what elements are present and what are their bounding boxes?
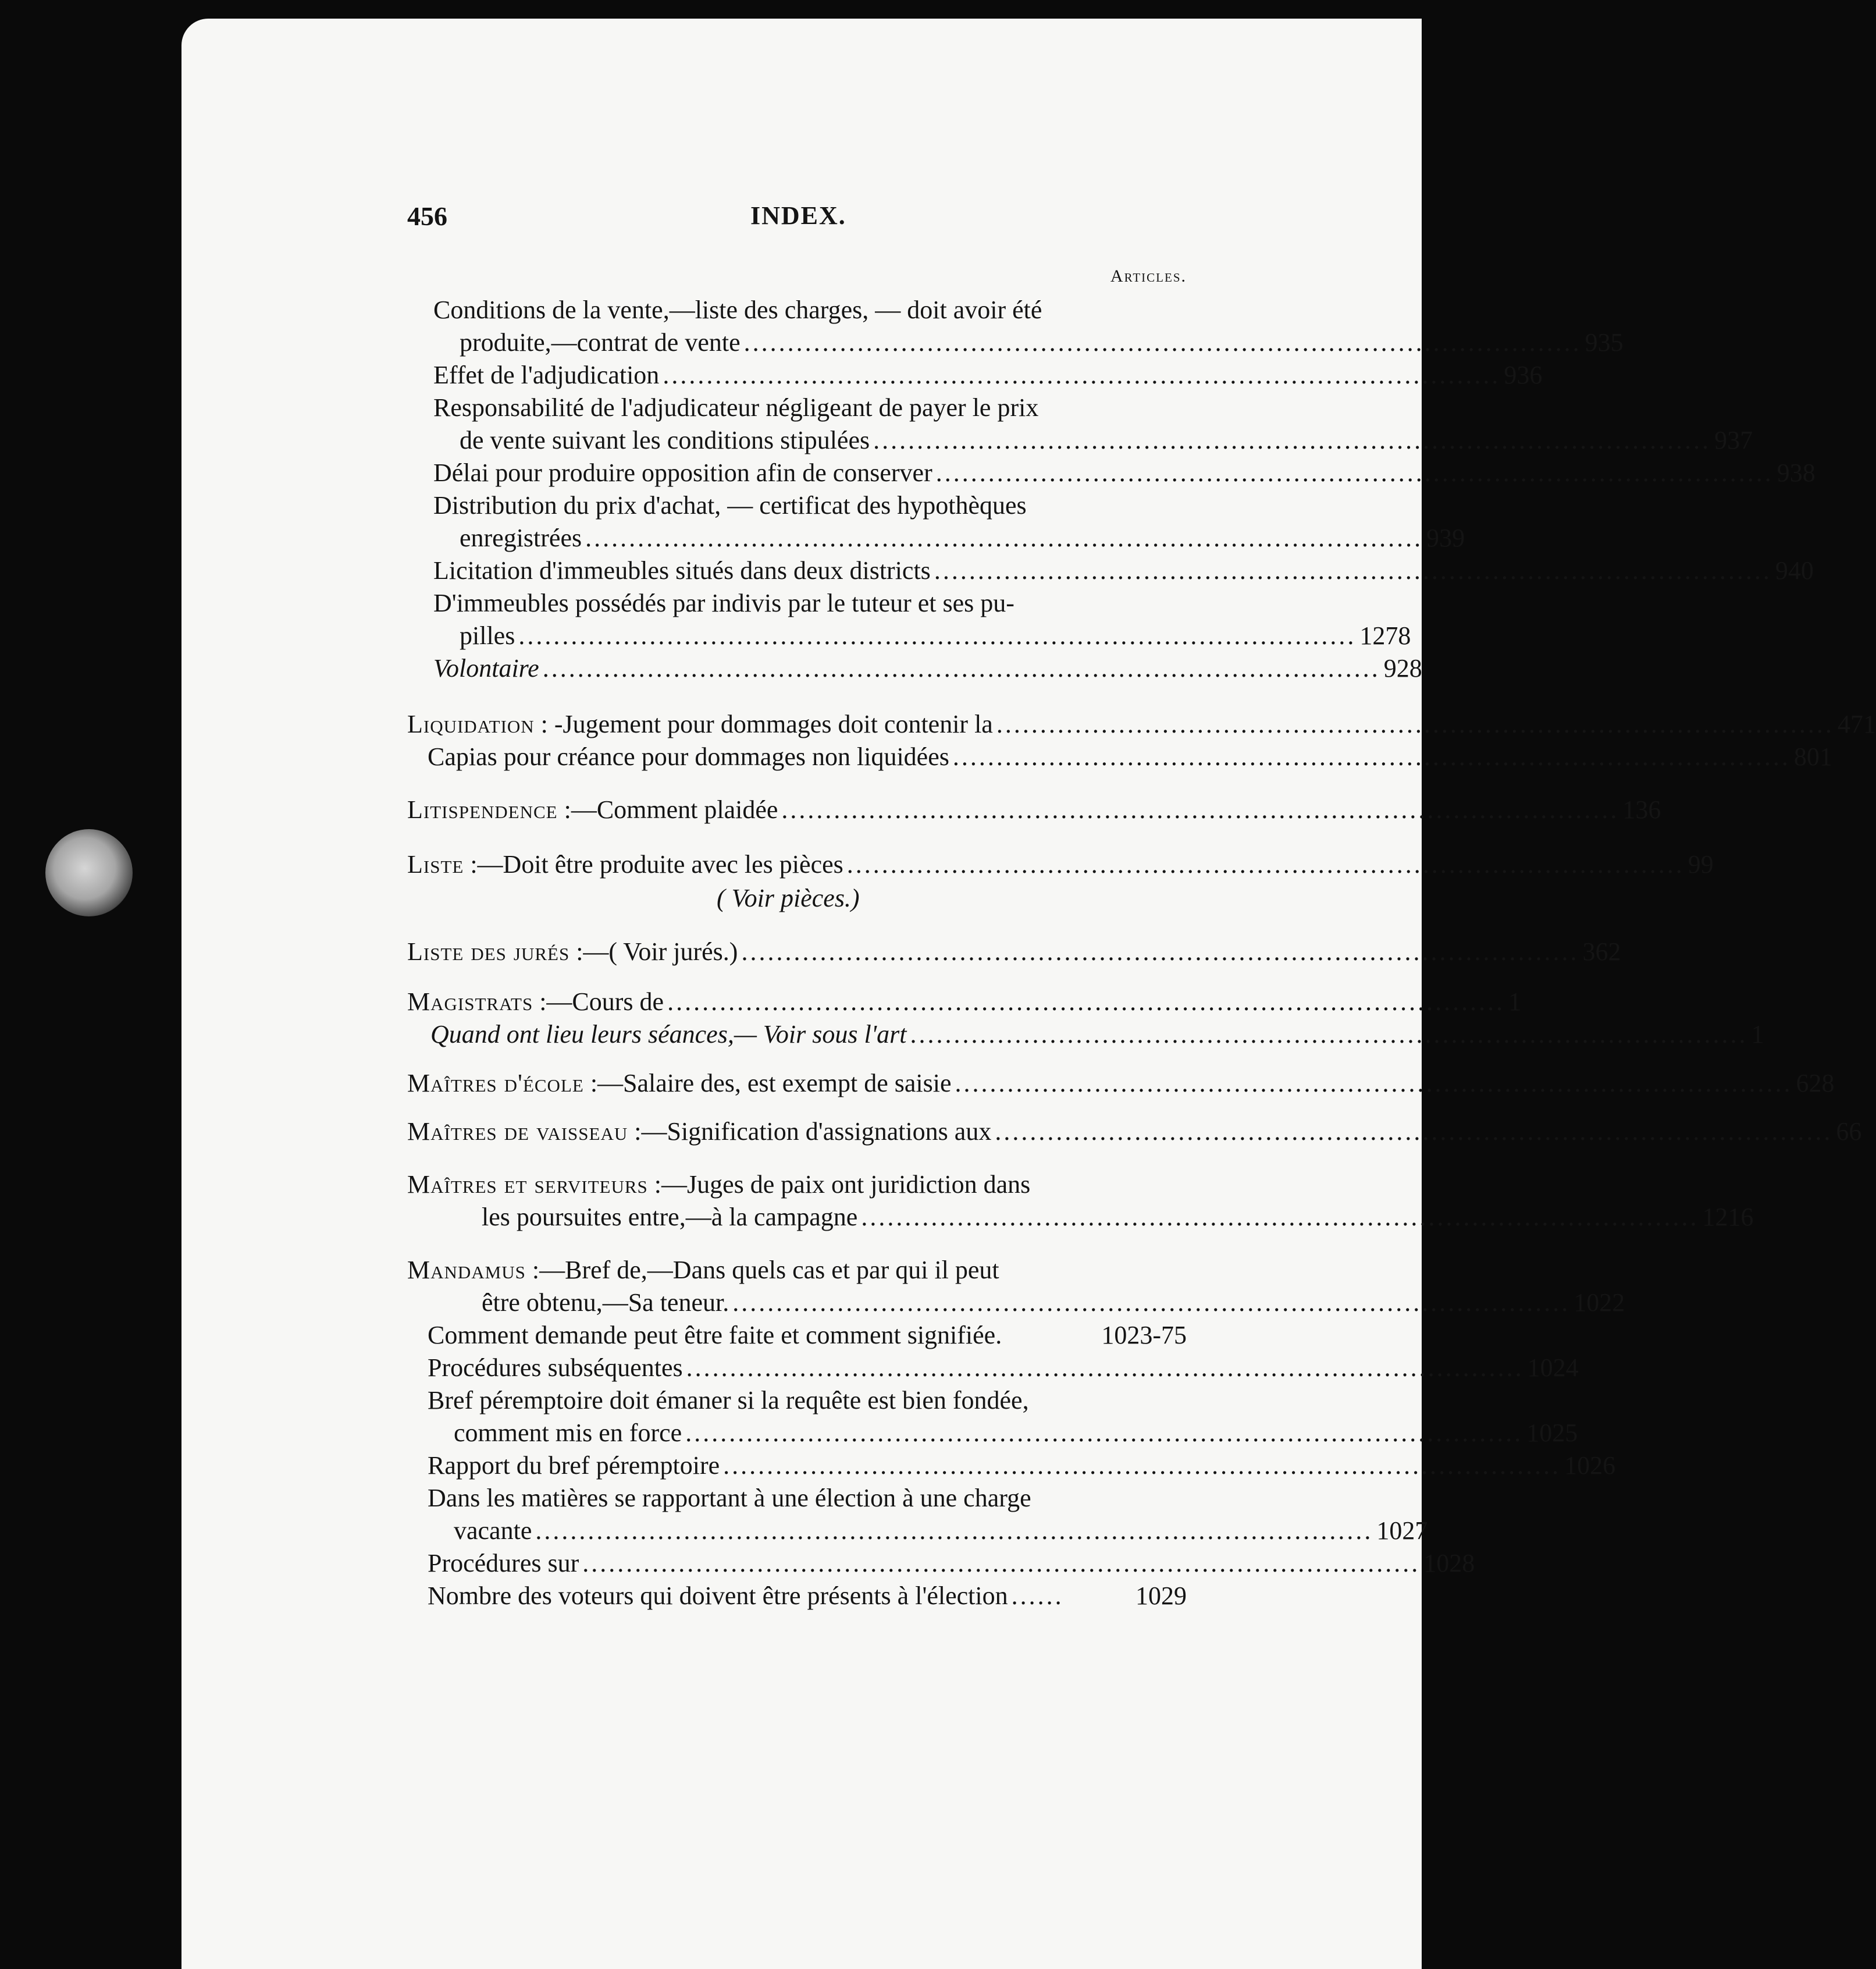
article-number: 936 xyxy=(1504,361,1543,389)
article-number: 628 xyxy=(1796,1069,1835,1097)
index-heading: Maîtres et serviteurs xyxy=(407,1170,648,1199)
article-number: 1278 xyxy=(1359,621,1411,650)
article-number: 1027 xyxy=(1376,1516,1428,1545)
article-number: 1 xyxy=(1751,1020,1764,1049)
index-entry: enregistrées ................................................................................................ 939 xyxy=(460,522,1187,555)
index-entry: Procédures sur ................................................................................................ 1028 xyxy=(428,1547,1187,1580)
article-number: 801 xyxy=(1793,742,1832,771)
index-entry: de vente suivant les conditions stipulées ................................................................................................ 937 xyxy=(460,424,1187,457)
index-heading: Mandamus xyxy=(407,1256,526,1284)
index-heading: Maîtres d'école xyxy=(407,1069,584,1097)
article-number: 1023-75 xyxy=(1101,1321,1187,1349)
index-heading: Magistrats xyxy=(407,987,533,1016)
article-number: 1216 xyxy=(1702,1203,1754,1231)
index-heading: Litispendence xyxy=(407,795,558,824)
index-entry: Conditions de la vente,—liste des charges, — doit avoir été xyxy=(433,296,1042,324)
article-number: 1029 xyxy=(1135,1581,1187,1610)
index-entry: Liquidation : -Jugement pour dommages doit contenir la ................................................................................................ 471 xyxy=(407,708,1187,741)
index-entry: les poursuites entre,—à la campagne ................................................................................................ 1216 xyxy=(482,1201,1187,1234)
article-number: 939 xyxy=(1426,524,1465,552)
index-entry: Litispendence :—Comment plaidée ................................................................................................ 136 xyxy=(407,794,1187,826)
running-title: INDEX. xyxy=(750,201,846,230)
article-number: 99 xyxy=(1688,850,1714,879)
article-number: 66 xyxy=(1836,1117,1862,1146)
article-number: 1026 xyxy=(1564,1451,1616,1480)
index-entry: Délai pour produire opposition afin de conserver ................................................................................................ 938 xyxy=(433,457,1187,489)
article-number: 1 xyxy=(1508,987,1522,1016)
index-entry: Maîtres d'école :—Salaire des, est exempt de saisie ................................................................................................ 628 xyxy=(407,1067,1187,1100)
index-entry: Volontaire ................................................................................................ 928 xyxy=(433,652,1187,685)
index-entry: pilles ................................................................................................ 1278 xyxy=(460,620,1187,652)
index-heading: Liste des jurés xyxy=(407,937,570,966)
index-heading: Liquidation xyxy=(407,710,535,738)
index-entry: Procédures subséquentes ................................................................................................ 1024 xyxy=(428,1352,1187,1384)
article-number: 362 xyxy=(1582,937,1621,966)
article-number: 935 xyxy=(1585,328,1624,357)
index-entry: Mandamus :—Bref de,—Dans quels cas et par qui il peut xyxy=(407,1256,999,1284)
index-entry: Dans les matières se rapportant à une élection à une charge xyxy=(428,1484,1031,1512)
article-number: 928 xyxy=(1383,654,1422,683)
article-number: 938 xyxy=(1777,459,1816,487)
index-entry: Liste des jurés :—( Voir jurés.) ................................................................................................ 362 xyxy=(407,936,1187,968)
page-number: 456 xyxy=(407,201,447,231)
article-number: 940 xyxy=(1775,556,1814,585)
index-entry: Distribution du prix d'achat, — certificat des hypothèques xyxy=(433,491,1027,520)
article-number: 136 xyxy=(1622,795,1661,824)
article-number: 1028 xyxy=(1423,1549,1475,1577)
index-entry: Comment demande peut être faite et comment signifiée. 1023-75 xyxy=(428,1319,1187,1352)
index-entry: Quand ont lieu leurs séances,— Voir sous l'art ................................................................................................ 1 xyxy=(430,1018,1187,1051)
index-entry: Magistrats :—Cours de ................................................................................................ 1 xyxy=(407,986,1187,1018)
index-entry: comment mis en force ................................................................................................ 1025 xyxy=(454,1417,1187,1449)
index-entry: Nombre des voteurs qui doivent être présents à l'élection ...... 1029 xyxy=(428,1580,1187,1612)
index-entry: Liste :—Doit être produite avec les pièces ................................................................................................ 99 xyxy=(407,848,1187,881)
index-entry: Rapport du bref péremptoire ................................................................................................ 1026 xyxy=(428,1449,1187,1482)
index-entry: Maîtres et serviteurs :—Juges de paix ont juridiction dans xyxy=(407,1170,1031,1199)
column-heading: Articles. xyxy=(1110,266,1187,286)
index-entry: Licitation d'immeubles situés dans deux districts ................................................................................................ 940 xyxy=(433,555,1187,587)
index-entry: Responsabilité de l'adjudicateur négligeant de payer le prix xyxy=(433,393,1039,422)
article-number: 1024 xyxy=(1527,1353,1579,1382)
index-entry: Maîtres de vaisseau :—Signification d'assignations aux ................................................................................................ 66 xyxy=(407,1115,1187,1148)
index-entry: Capias pour créance pour dommages non liquidées ................................................................................................ 801 xyxy=(428,741,1187,773)
index-entry: Effet de l'adjudication ................................................................................................ 936 xyxy=(433,359,1187,392)
article-number: 1022 xyxy=(1574,1288,1625,1317)
index-entry: produite,—contrat de vente ................................................................................................ 935 xyxy=(460,326,1187,359)
index-heading: Maîtres de vaisseau xyxy=(407,1117,628,1146)
index-entry: vacante ................................................................................................ 1027 xyxy=(454,1515,1187,1547)
cross-reference: ( Voir pièces.) xyxy=(717,884,860,912)
index-entry: D'immeubles possédés par indivis par le tuteur et ses pu- xyxy=(433,589,1014,617)
article-number: 1025 xyxy=(1526,1419,1578,1447)
index-entry: être obtenu,—Sa teneur. ................................................................................................ 1022 xyxy=(482,1286,1187,1319)
index-heading: Liste xyxy=(407,850,464,879)
index-entry: Bref péremptoire doit émaner si la requête est bien fondée, xyxy=(428,1386,1029,1414)
article-number: 471 xyxy=(1837,710,1876,738)
article-number: 937 xyxy=(1714,426,1753,454)
